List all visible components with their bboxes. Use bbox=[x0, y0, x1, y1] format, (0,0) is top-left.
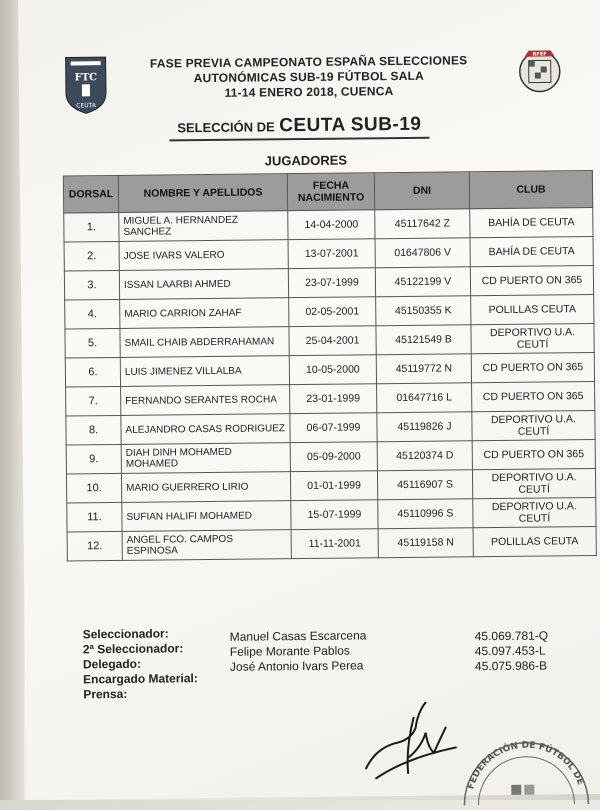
stamp-text: FEDERACIÓN DE FÚTBOL DE bbox=[466, 740, 586, 791]
cell-dorsal: 4. bbox=[65, 299, 120, 329]
cell-name: ISSAN LAARBI AHMED bbox=[119, 269, 288, 300]
cell-name: MARIO GUERRERO LIRIO bbox=[121, 472, 290, 503]
cell-date: 23-01-1999 bbox=[290, 384, 377, 414]
header-line-3: 11-14 ENERO 2018, CUENCA bbox=[224, 84, 394, 100]
header-club: CLUB bbox=[469, 170, 592, 208]
cell-dni: 45121549 B bbox=[376, 325, 471, 355]
federation-stamp bbox=[456, 724, 597, 805]
ftc-logo-text: FTC bbox=[74, 72, 98, 84]
cell-dni: 01647716 L bbox=[377, 383, 472, 413]
cell-club: POLILLAS CEUTA bbox=[471, 294, 594, 324]
header-name: NOMBRE Y APELLIDOS bbox=[118, 174, 287, 213]
cell-club: CD PUERTO ON 365 bbox=[470, 265, 593, 295]
cell-name: MARIO CARRION ZAHAF bbox=[120, 298, 289, 329]
cell-dorsal: 7. bbox=[66, 386, 121, 416]
cell-dorsal: 2. bbox=[64, 241, 119, 271]
header-dni: DNI bbox=[374, 172, 469, 210]
cell-dorsal: 5. bbox=[65, 328, 120, 358]
id-seleccionador: 45.069.781-Q bbox=[474, 628, 549, 644]
cell-dni: 45119158 N bbox=[378, 528, 473, 558]
rfef-logo bbox=[514, 44, 565, 95]
cell-dorsal: 9. bbox=[66, 444, 121, 474]
cell-dorsal: 3. bbox=[64, 270, 119, 300]
header-fecha bbox=[287, 173, 374, 211]
cell-dorsal: 8. bbox=[66, 415, 121, 445]
label-delegado: Delegado: bbox=[82, 656, 142, 672]
rfef-logo-text: RFEF bbox=[532, 51, 547, 58]
cell-name: MIGUEL A. HERNANDEZ SANCHEZ bbox=[119, 211, 288, 242]
cell-date: 06-07-1999 bbox=[290, 413, 377, 443]
cell-dni: 45150355 K bbox=[376, 296, 471, 326]
selection-title bbox=[169, 114, 429, 139]
cell-club: BAHÍA DE CEUTA bbox=[470, 236, 593, 266]
cell-club: CD PUERTO ON 365 bbox=[472, 439, 595, 469]
cell-club: DEPORTIVO U.A. CEUTÍ bbox=[472, 468, 595, 498]
cell-name: SUFIAN HALIFI MOHAMED bbox=[122, 501, 291, 532]
ftc-ceuta-logo bbox=[63, 55, 110, 115]
cell-date: 25-04-2001 bbox=[289, 326, 376, 356]
cell-name: SMAIL CHAIB ABDERRAHAMAN bbox=[120, 327, 289, 358]
table-row bbox=[67, 526, 596, 561]
staff-labels bbox=[83, 626, 198, 702]
name-delegado: José Antonio Ivars Perea bbox=[229, 658, 364, 674]
cell-date: 10-05-2000 bbox=[289, 355, 376, 385]
label-material: Encargado Material: bbox=[83, 671, 198, 687]
cell-date: 15-07-1999 bbox=[291, 500, 378, 530]
header-fecha-line1: FECHA bbox=[312, 179, 350, 192]
cell-date: 23-07-1999 bbox=[288, 268, 375, 298]
ftc-logo-caption: CEUTA bbox=[76, 102, 96, 110]
cell-dni: 45122199 V bbox=[375, 267, 470, 297]
selection-team: CEUTA SUB-19 bbox=[279, 113, 422, 137]
cell-name: ALEJANDRO CASAS RODRIGUEZ bbox=[121, 414, 290, 445]
cell-dorsal: 6. bbox=[65, 357, 120, 387]
cell-dorsal: 1. bbox=[64, 212, 119, 242]
cell-date: 13-07-2001 bbox=[288, 239, 375, 269]
cell-dni: 45117642 Z bbox=[375, 209, 470, 239]
cell-date: 01-01-1999 bbox=[290, 471, 377, 501]
cell-dorsal: 12. bbox=[67, 531, 122, 561]
label-seleccionador-2: 2ª Seleccionador: bbox=[82, 641, 184, 657]
label-seleccionador: Seleccionador: bbox=[82, 626, 169, 642]
cell-club: BAHÍA DE CEUTA bbox=[470, 207, 593, 237]
cell-club: DEPORTIVO U.A. CEUTÍ bbox=[472, 410, 595, 440]
header-line-2: AUTONÓMICAS SUB-19 FÚTBOL SALA bbox=[193, 68, 424, 86]
cell-dorsal: 11. bbox=[67, 502, 122, 532]
cell-name: ANGEL FCO. CAMPOS ESPINOSA bbox=[122, 530, 291, 561]
name-seleccionador: Manuel Casas Escarcena bbox=[229, 628, 367, 644]
cell-date: 11-11-2001 bbox=[291, 529, 378, 559]
cell-date: 02-05-2001 bbox=[289, 297, 376, 327]
staff-ids bbox=[475, 628, 549, 674]
cell-dorsal: 10. bbox=[66, 473, 121, 503]
cell-dni: 45120374 D bbox=[377, 441, 472, 471]
document-sheet bbox=[18, 0, 600, 800]
cell-club: DEPORTIVO U.A. CEUTÍ bbox=[473, 497, 596, 527]
cell-date: 14-04-2000 bbox=[288, 210, 375, 240]
cell-name: LUIS JIMENEZ VILLALBA bbox=[120, 356, 289, 387]
cell-dni: 45110996 S bbox=[378, 499, 473, 529]
cell-name: FERNANDO SERANTES ROCHA bbox=[121, 385, 290, 416]
section-title: JUGADORES bbox=[264, 152, 348, 169]
competition-header bbox=[119, 53, 499, 102]
cell-club: DEPORTIVO U.A. CEUTÍ bbox=[471, 323, 594, 353]
name-seleccionador-2: Felipe Morante Pablos bbox=[229, 643, 350, 659]
cell-dni: 45119826 J bbox=[377, 412, 472, 442]
cell-club: CD PUERTO ON 365 bbox=[471, 352, 594, 382]
staff-names bbox=[230, 628, 367, 674]
cell-date: 05-09-2000 bbox=[290, 442, 377, 472]
cell-dni: 45119772 N bbox=[376, 354, 471, 384]
cell-club: POLILLAS CEUTA bbox=[473, 526, 596, 556]
id-seleccionador-2: 45.097.453-L bbox=[474, 643, 546, 659]
header-line-1: FASE PREVIA CAMPEONATO ESPAÑA SELECCIONES bbox=[149, 53, 468, 71]
selection-prefix: SELECCIÓN DE bbox=[177, 119, 275, 136]
handwritten-signature bbox=[355, 687, 466, 788]
table-header-row bbox=[63, 170, 592, 213]
label-prensa: Prensa: bbox=[83, 686, 128, 702]
header-dorsal: DORSAL bbox=[63, 175, 118, 213]
cell-dni: 01647806 V bbox=[375, 238, 470, 268]
cell-name: DIAH DINH MOHAMED MOHAMED bbox=[121, 443, 290, 474]
header-fecha-line2: NACIMIENTO bbox=[297, 191, 365, 205]
players-table bbox=[63, 170, 597, 562]
id-delegado: 45.075.986-B bbox=[474, 658, 548, 674]
cell-club: CD PUERTO ON 365 bbox=[472, 381, 595, 411]
cell-name: JOSE IVARS VALERO bbox=[119, 240, 288, 271]
cell-dni: 45116907 S bbox=[377, 470, 472, 500]
